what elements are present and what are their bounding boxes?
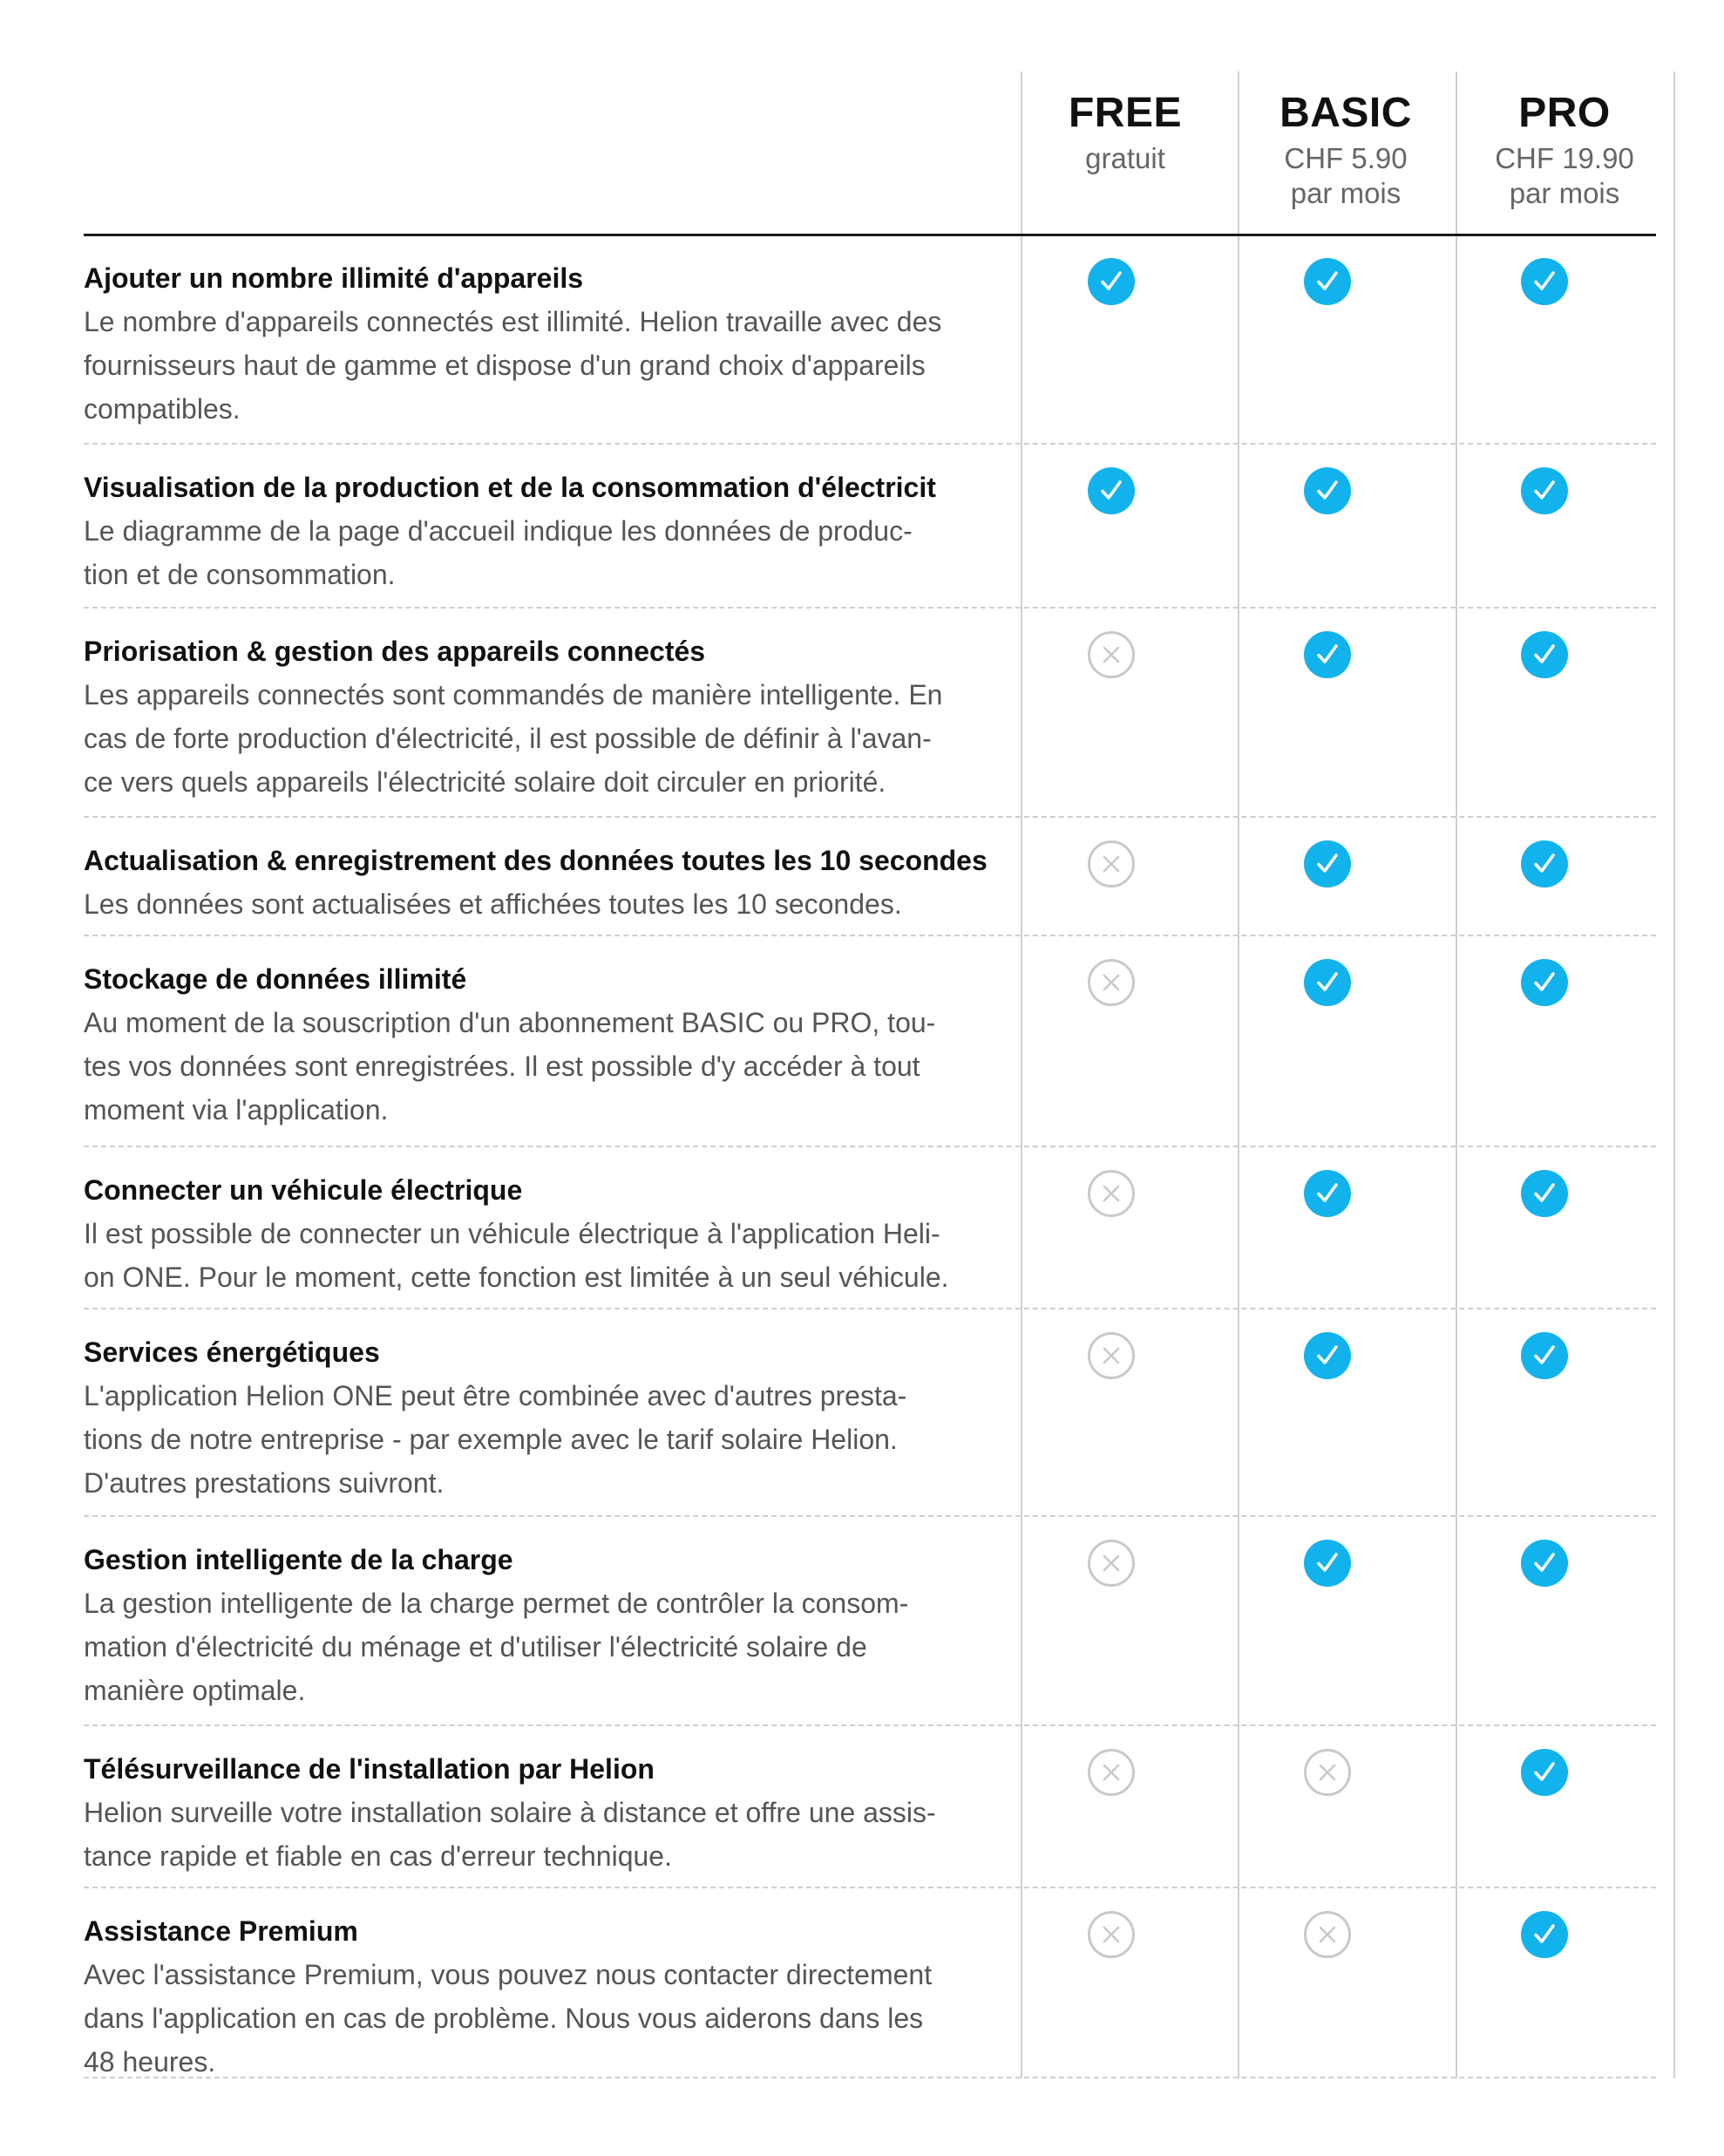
check-icon-basic — [1304, 1540, 1351, 1587]
feature-text — [84, 1749, 973, 1878]
feature-title: Visualisation de la production et de la consommation d'électricit — [84, 472, 936, 503]
check-icon-pro — [1521, 467, 1568, 514]
feature-title: Gestion intelligente de la charge — [84, 1544, 513, 1575]
feature-row — [0, 936, 1724, 1147]
feature-title: Connecter un véhicule électrique — [84, 1174, 523, 1206]
feature-row — [0, 1309, 1724, 1517]
feature-description: Avec l'assistance Premium, vous pouvez nous contacter directement dans l'application en cas de problème. Nous vous aiderons dans les 48 heures. — [84, 1959, 933, 2078]
plan-name: BASIC — [1279, 90, 1412, 136]
feature-text — [84, 840, 988, 926]
feature-description: Le diagramme de la page d'accueil indique les données de produc- tion et de consommation. — [84, 515, 913, 590]
check-icon-pro — [1521, 1911, 1568, 1958]
cross-icon-free — [1088, 1540, 1135, 1587]
feature-description: L'application Helion ONE peut être combinée avec d'autres presta- tions de notre entreprise - par exemple avec le tarif solaire Helion. D'autres prestations suivront. — [84, 1380, 907, 1499]
cross-icon-free — [1088, 840, 1135, 888]
check-icon-basic — [1304, 258, 1351, 305]
feature-row — [0, 1726, 1724, 1888]
plan-price: CHF 5.90 — [1284, 142, 1408, 174]
feature-title: Ajouter un nombre illimité d'appareils — [84, 262, 584, 294]
cross-icon-free — [1088, 1749, 1135, 1796]
feature-text — [84, 467, 973, 596]
check-icon-basic — [1304, 467, 1351, 514]
check-icon-basic — [1304, 1170, 1351, 1217]
feature-title: Actualisation & enregistrement des données toutes les 10 secondes — [84, 845, 988, 876]
plan-price: CHF 19.90 — [1495, 142, 1634, 174]
plan-price-period: par mois — [1509, 177, 1620, 209]
feature-title: Services énergétiques — [84, 1336, 380, 1368]
check-icon-pro — [1521, 1170, 1568, 1217]
check-icon-pro — [1521, 840, 1568, 888]
check-icon-pro — [1521, 1749, 1568, 1796]
cross-icon-free — [1088, 1332, 1135, 1379]
plan-name: FREE — [1068, 90, 1182, 136]
check-icon-pro — [1521, 258, 1568, 305]
plan-header-basic — [1241, 87, 1450, 211]
feature-text — [84, 1540, 973, 1712]
check-icon-free — [1088, 467, 1135, 514]
cross-icon-basic — [1304, 1749, 1351, 1796]
cross-icon-free — [1088, 1170, 1135, 1217]
feature-title: Stockage de données illimité — [84, 963, 467, 995]
feature-text — [84, 258, 973, 431]
feature-description: Les données sont actualisées et affichées toutes les 10 secondes. — [84, 888, 902, 920]
feature-title: Priorisation & gestion des appareils connectés — [84, 636, 706, 667]
feature-row — [0, 445, 1724, 609]
check-icon-basic — [1304, 1332, 1351, 1379]
row-separator — [84, 2077, 1656, 2078]
feature-description: Helion surveille votre installation solaire à distance et offre une assis- tance rapide et fiable en cas d'erreur technique. — [84, 1797, 936, 1872]
plan-header-pro — [1460, 87, 1669, 211]
feature-row — [0, 818, 1724, 936]
feature-description: Au moment de la souscription d'un abonnement BASIC ou PRO, tou- tes vos données sont enregistrées. Il est possible d'y accéder à tout moment via l'application. — [84, 1007, 936, 1126]
feature-text — [84, 631, 973, 804]
feature-description: Le nombre d'appareils connectés est illimité. Helion travaille avec des fournisseurs haut de gamme et dispose d'un grand choix d'appareils compatibles. — [84, 306, 942, 425]
feature-row — [0, 609, 1724, 818]
feature-text — [84, 959, 973, 1132]
feature-row — [0, 1147, 1724, 1309]
feature-row — [0, 1517, 1724, 1726]
plan-price: gratuit — [1085, 142, 1165, 174]
feature-row — [0, 1888, 1724, 2078]
feature-title: Assistance Premium — [84, 1915, 358, 1947]
feature-text — [84, 1911, 973, 2084]
check-icon-pro — [1521, 959, 1568, 1006]
feature-row — [0, 235, 1724, 445]
cross-icon-free — [1088, 1911, 1135, 1958]
feature-description: La gestion intelligente de la charge permet de contrôler la consom- mation d'électricité du ménage et d'utiliser l'électricité solaire de manière optimale. — [84, 1588, 909, 1706]
check-icon-basic — [1304, 840, 1351, 888]
check-icon-pro — [1521, 1540, 1568, 1587]
check-icon-pro — [1521, 631, 1568, 678]
feature-text — [84, 1170, 973, 1299]
cross-icon-free — [1088, 959, 1135, 1006]
feature-title: Télésurveillance de l'installation par Helion — [84, 1753, 655, 1785]
feature-description: Il est possible de connecter un véhicule électrique à l'application Heli- on ONE. Pour le moment, cette fonction est limitée à un seul véhicule. — [84, 1218, 949, 1293]
cross-icon-basic — [1304, 1911, 1351, 1958]
check-icon-free — [1088, 258, 1135, 305]
plan-header-free — [1021, 87, 1230, 176]
check-icon-basic — [1304, 631, 1351, 678]
plan-name: PRO — [1518, 90, 1611, 136]
plan-price-period: par mois — [1290, 177, 1402, 209]
check-icon-basic — [1304, 959, 1351, 1006]
feature-description: Les appareils connectés sont commandés de manière intelligente. En cas de forte production d'électricité, il est possible de définir à l'avan- ce vers quels appareils l'électricité solaire doit circuler en priorité. — [84, 679, 943, 798]
feature-text — [84, 1332, 973, 1505]
check-icon-pro — [1521, 1332, 1568, 1379]
cross-icon-free — [1088, 631, 1135, 678]
